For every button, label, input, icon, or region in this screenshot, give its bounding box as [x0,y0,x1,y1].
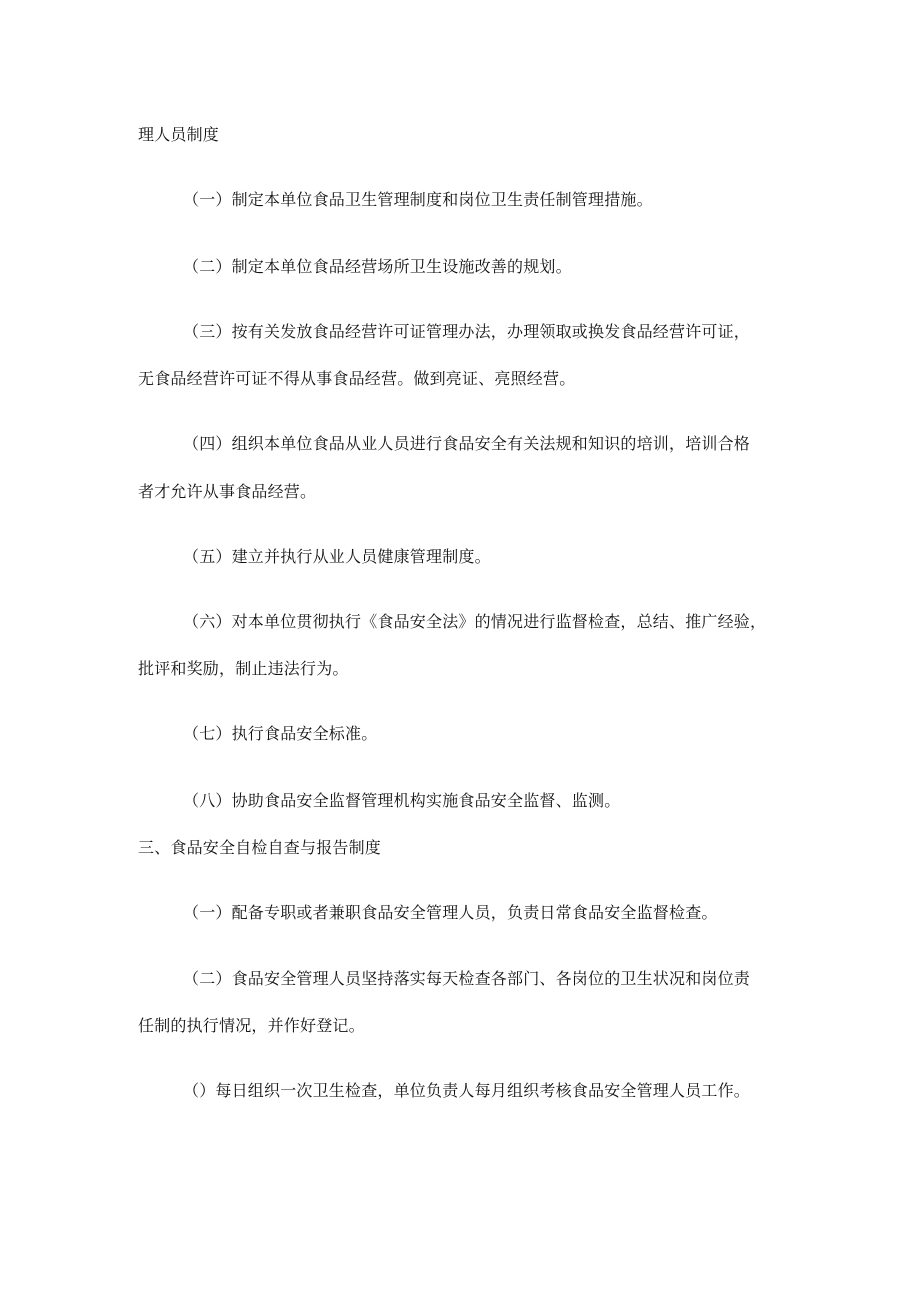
paragraph-item-2: （二）制定本单位食品经营场所卫生设施改善的规划。 [183,257,572,276]
paragraph-item-3: （）每日组织一次卫生检查，单位负责人每月组织考核食品安全管理人员工作。 [183,1081,751,1100]
paragraph-item-2: （二）食品安全管理人员坚持落实每天检查各部门、各岗位的卫生状况和岗位责 [183,969,751,988]
paragraph-item-1: （一）配备专职或者兼职食品安全管理人员，负责日常食品安全监督检查。 [183,903,718,922]
paragraph-item-3-continued: 无食品经营许可证不得从事食品经营。做到亮证、亮照经营。 [138,369,576,388]
paragraph-item-6: （六）对本单位贯彻执行《食品安全法》的情况进行监督检查，总结、推广经验， [183,612,767,631]
paragraph-item-3: （三）按有关发放食品经营许可证管理办法，办理领取或换发食品经营许可证， [183,322,751,341]
paragraph-item-2-continued: 任制的执行情况，并作好登记。 [138,1016,365,1035]
paragraph-item-8: （八）协助食品安全监督管理机构实施食品安全监督、监测。 [183,791,621,810]
paragraph-item-4-continued: 者才允许从事食品经营。 [138,482,317,501]
paragraph-item-6-continued: 批评和奖励，制止违法行为。 [138,659,349,678]
section-heading: 三、食品安全自检自查与报告制度 [138,838,382,857]
paragraph-item-5: （五）建立并执行从业人员健康管理制度。 [183,547,491,566]
paragraph-item-7: （七）执行食品安全标准。 [183,724,378,743]
section-heading-continuation: 理人员制度 [138,125,220,144]
paragraph-item-1: （一）制定本单位食品卫生管理制度和岗位卫生责任制管理措施。 [183,190,653,209]
paragraph-item-4: （四）组织本单位食品从业人员进行食品安全有关法规和知识的培训，培训合格 [183,434,751,453]
